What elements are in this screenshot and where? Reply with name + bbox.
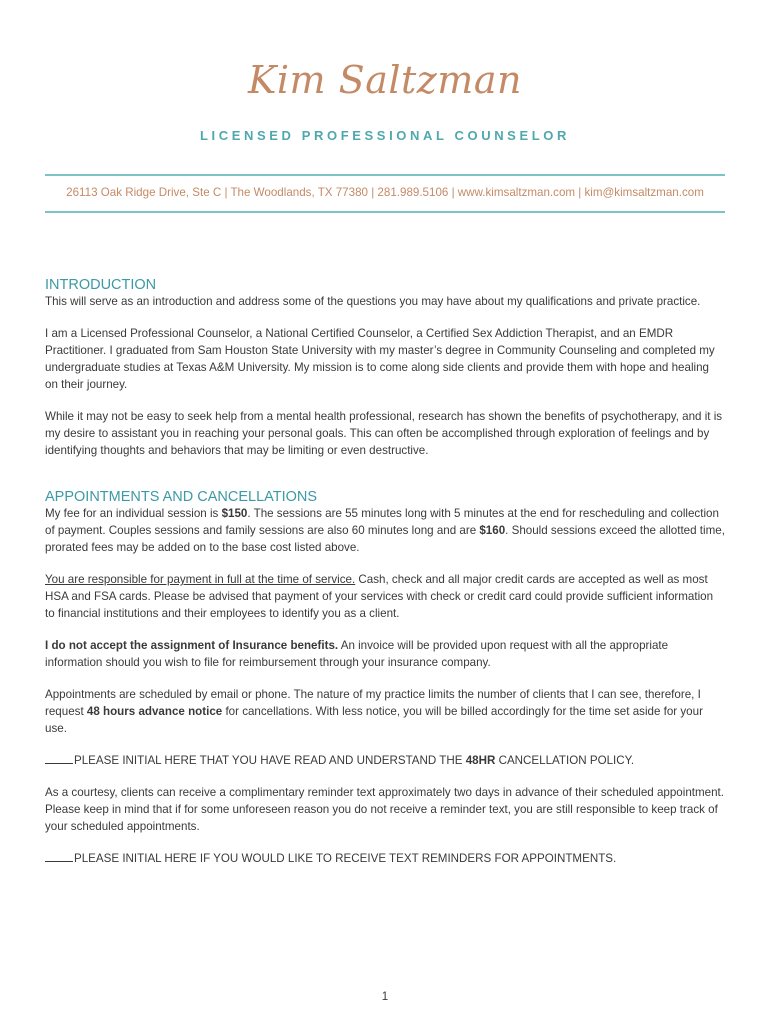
fee-text-3: . Should sessions exceed the allotted time, prorated fees may be added on to the base cost listed above. xyxy=(45,524,725,554)
appointments-heading: APPOINTMENTS AND CANCELLATIONS xyxy=(45,489,318,506)
document-body xyxy=(45,276,725,884)
intro-paragraph-3: While it may not be easy to seek help from a mental health professional, research has shown the benefits of psychotherapy, and it is my desire to assistant you in reaching your personal goals. This can often be accomplished through exploration of feelings and by identifying thoughts and behaviors that may be limiting or even destructive. xyxy=(45,409,723,457)
page-number: 1 xyxy=(381,991,389,1003)
initial-text-2: PLEASE INITIAL HERE IF YOU WOULD LIKE TO RECEIVE TEXT REMINDERS FOR APPOINTMENTS. xyxy=(74,852,617,866)
fee-couples: $160 xyxy=(479,524,506,538)
initial-cancellation-line xyxy=(45,753,725,770)
intro-heading: INTRODUCTION xyxy=(45,277,157,293)
initial-text-1b: CANCELLATION POLICY. xyxy=(495,754,635,768)
insurance-notice: I do not accept the assignment of Insurance benefits. xyxy=(45,639,339,653)
initial-text-1: PLEASE INITIAL HERE THAT YOU HAVE READ AND UNDERSTAND THE xyxy=(74,754,466,768)
scheduling-text-2: for cancellations. With less notice, you will be billed accordingly for the time set aside for your use. xyxy=(45,705,703,735)
reminder-paragraph: As a courtesy, clients can receive a complimentary reminder text approximately two days in advance of their scheduled appointment. Please keep in mind that if for some unforeseen reason you do not receive a reminder text, you are still responsible to keep track of your scheduled appointments. xyxy=(45,786,724,834)
payment-text: Cash, check and all major credit cards are accepted as well as most HSA and FSA cards. Please be advised that payment of your services with check or credit card could provide sufficient information to financial institutions and their employees to identify you as a client. xyxy=(45,573,714,620)
insurance-paragraph xyxy=(45,638,725,672)
professional-title: LICENSED PROFESSIONAL COUNSELOR xyxy=(200,128,570,143)
notice-period: 48 hours advance notice xyxy=(86,705,223,719)
initial-48hr: 48HR xyxy=(465,754,496,768)
payment-responsibility: You are responsible for payment in full at the time of service. xyxy=(45,573,356,587)
scheduling-paragraph xyxy=(45,687,725,737)
payment-paragraph xyxy=(45,572,725,622)
initial-blank-2[interactable] xyxy=(45,851,73,862)
insurance-text: An invoice will be provided upon request with all the appropriate information should you wish to file for reimbursement through your insurance company. xyxy=(45,639,669,669)
fee-text-2: . The sessions are 55 minutes long with 5 minutes at the end for rescheduling and collection of payment. Couples sessions and family sessions are also 60 minutes long and are xyxy=(45,507,719,538)
logo-name: Kim Saltzman xyxy=(248,58,522,102)
fee-paragraph xyxy=(45,506,725,556)
intro-paragraph-1: This will serve as an introduction and address some of the questions you may have about my qualifications and private practice. xyxy=(45,295,701,308)
fee-individual: $150 xyxy=(221,507,248,521)
initial-reminder-line xyxy=(45,851,725,868)
divider-bottom xyxy=(45,211,725,213)
scheduling-text: Appointments are scheduled by email or phone. The nature of my practice limits the number of clients that I can see, therefore, I request xyxy=(45,688,701,719)
intro-paragraph-2: I am a Licensed Professional Counselor, a National Certified Counselor, a Certified Sex Addiction Therapist, and an EMDR Practitioner. I graduated from Sam Houston State University with my master’s degree in Community Counseling and completed my undergraduate studies at Texas A&M University. My mission is to come along side clients and provide them with hope and healing on their journey. xyxy=(45,327,715,391)
divider-top xyxy=(45,174,725,176)
fee-text: My fee for an individual session is xyxy=(45,507,222,521)
contact-line: 26113 Oak Ridge Drive, Ste C | The Woodlands, TX 77380 | 281.989.5106 | www.kimsaltzman.com | kim@kimsaltzman.com xyxy=(66,186,704,199)
initial-blank-1[interactable] xyxy=(45,753,73,764)
